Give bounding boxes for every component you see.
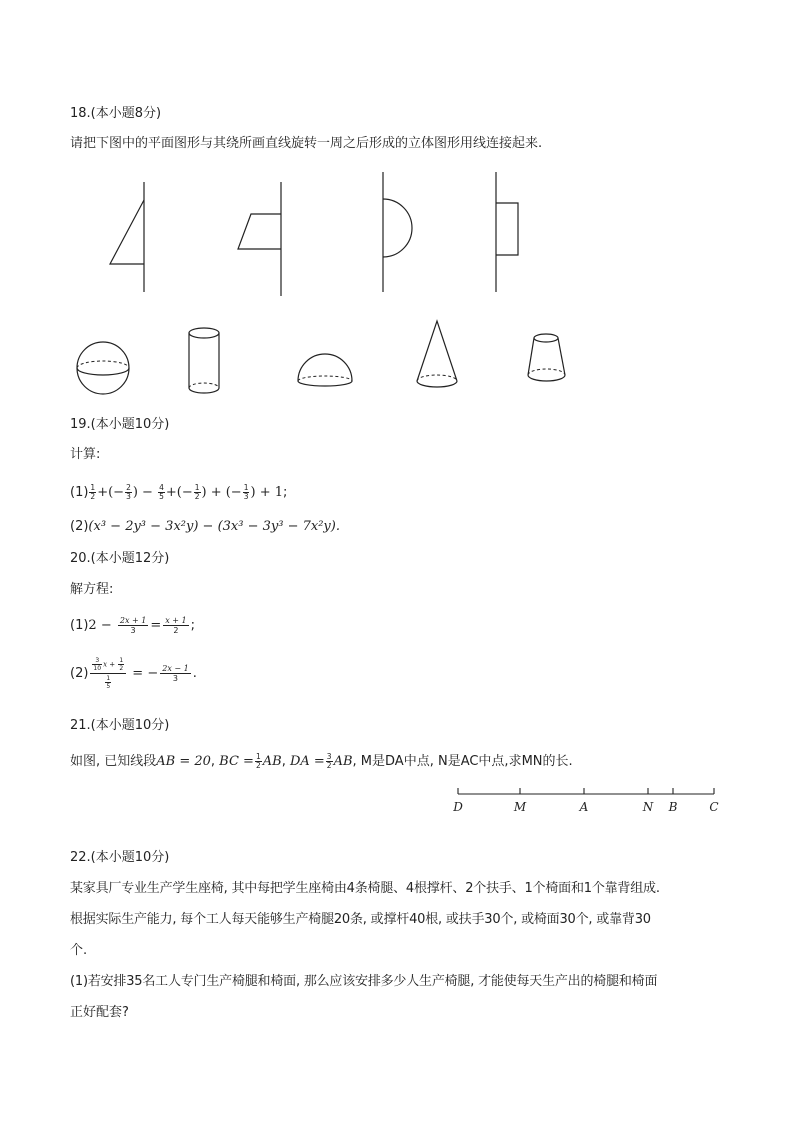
q20-part2-equation: (2) $\frac{3}{10}$ x + $\frac{1}{2}$ $\frac{1}{5}$ = − $\frac{2x - 1}{3}$ .: [70, 657, 197, 690]
q22-sub1-line2: 正好配套?: [70, 1005, 129, 1020]
point-label-C: C: [709, 800, 719, 814]
plane-figure-semicircle: [370, 170, 430, 295]
plane-figure-triangle: [100, 180, 160, 295]
q20-part2-label: (2): [70, 666, 89, 681]
q19-part1-label: (1): [70, 485, 89, 500]
q20-part1-equation: (1)2 − $\frac{2x + 1}{3}$ = $\frac{x + 1}{2}$ ;: [70, 616, 196, 635]
q20-part1-label: (1): [70, 618, 89, 633]
q22-paragraph-line2: 根据实际生产能力, 每个工人每天能够生产椅腿20条, 或撑杆40根, 或扶手30个, 或椅面30个, 或靠背30: [70, 912, 651, 927]
solid-sphere: [72, 340, 134, 396]
q20-header: 20.(本小题12分): [70, 551, 170, 566]
q20-instruction: 解方程:: [70, 582, 114, 597]
q22-header: 22.(本小题10分): [70, 850, 170, 865]
q19-header: 19.(本小题10分): [70, 417, 170, 432]
q22-paragraph-line3: 个.: [70, 943, 88, 958]
q21-statement: 如图, 已知线段AB = 20, BC = $\frac{1}{2}$ AB, DA = $\frac{3}{2}$ AB, M是DA中点, N是AC中点,求MN的长.: [70, 752, 573, 770]
plane-figure-trapezoid: [230, 180, 290, 300]
solid-hemisphere: [294, 350, 356, 390]
q22-sub1-line1: (1)若安排35名工人专门生产椅腿和椅面, 那么应该安排多少人生产椅腿, 才能使每天生产出的椅腿和椅面: [70, 974, 658, 989]
solid-cone: [413, 318, 463, 393]
q21-header: 21.(本小题10分): [70, 718, 170, 733]
q19-part1-expression: (1) $\frac{1}{2}$ +(− $\frac{2}{3}$ ) − $\frac{4}{5}$ +(− $\frac{1}{2}$ ) + (− $\frac{1}{3}$ ) + 1;: [70, 483, 288, 501]
point-label-M: M: [513, 800, 527, 814]
q19-part2: [70, 518, 340, 536]
solid-cylinder: [185, 325, 225, 397]
q19-part2-label: (2): [70, 519, 89, 534]
q18-header: 18.(本小题8分): [70, 106, 162, 121]
q19-part2-expression: (x³ − 2y³ − 3x²y) − (3x³ − 3y³ − 7x²y).: [88, 519, 340, 534]
q18-prompt: 请把下图中的平面图形与其绕所画直线旋转一周之后形成的立体图形用线连接起来.: [70, 136, 543, 151]
q21-line-segment-diagram: [452, 784, 722, 816]
point-label-B: B: [668, 800, 678, 814]
solid-frustum: [522, 330, 572, 386]
plane-figure-rectangle: [485, 170, 535, 295]
q22-paragraph-line1: 某家具厂专业生产学生座椅, 其中每把学生座椅由4条椅腿、4根撑杆、2个扶手、1个椅面和1个靠背组成.: [70, 881, 660, 896]
q19-instruction: 计算:: [70, 447, 101, 462]
point-label-D: D: [453, 800, 463, 814]
point-label-N: N: [642, 800, 654, 814]
point-label-A: A: [579, 800, 589, 814]
